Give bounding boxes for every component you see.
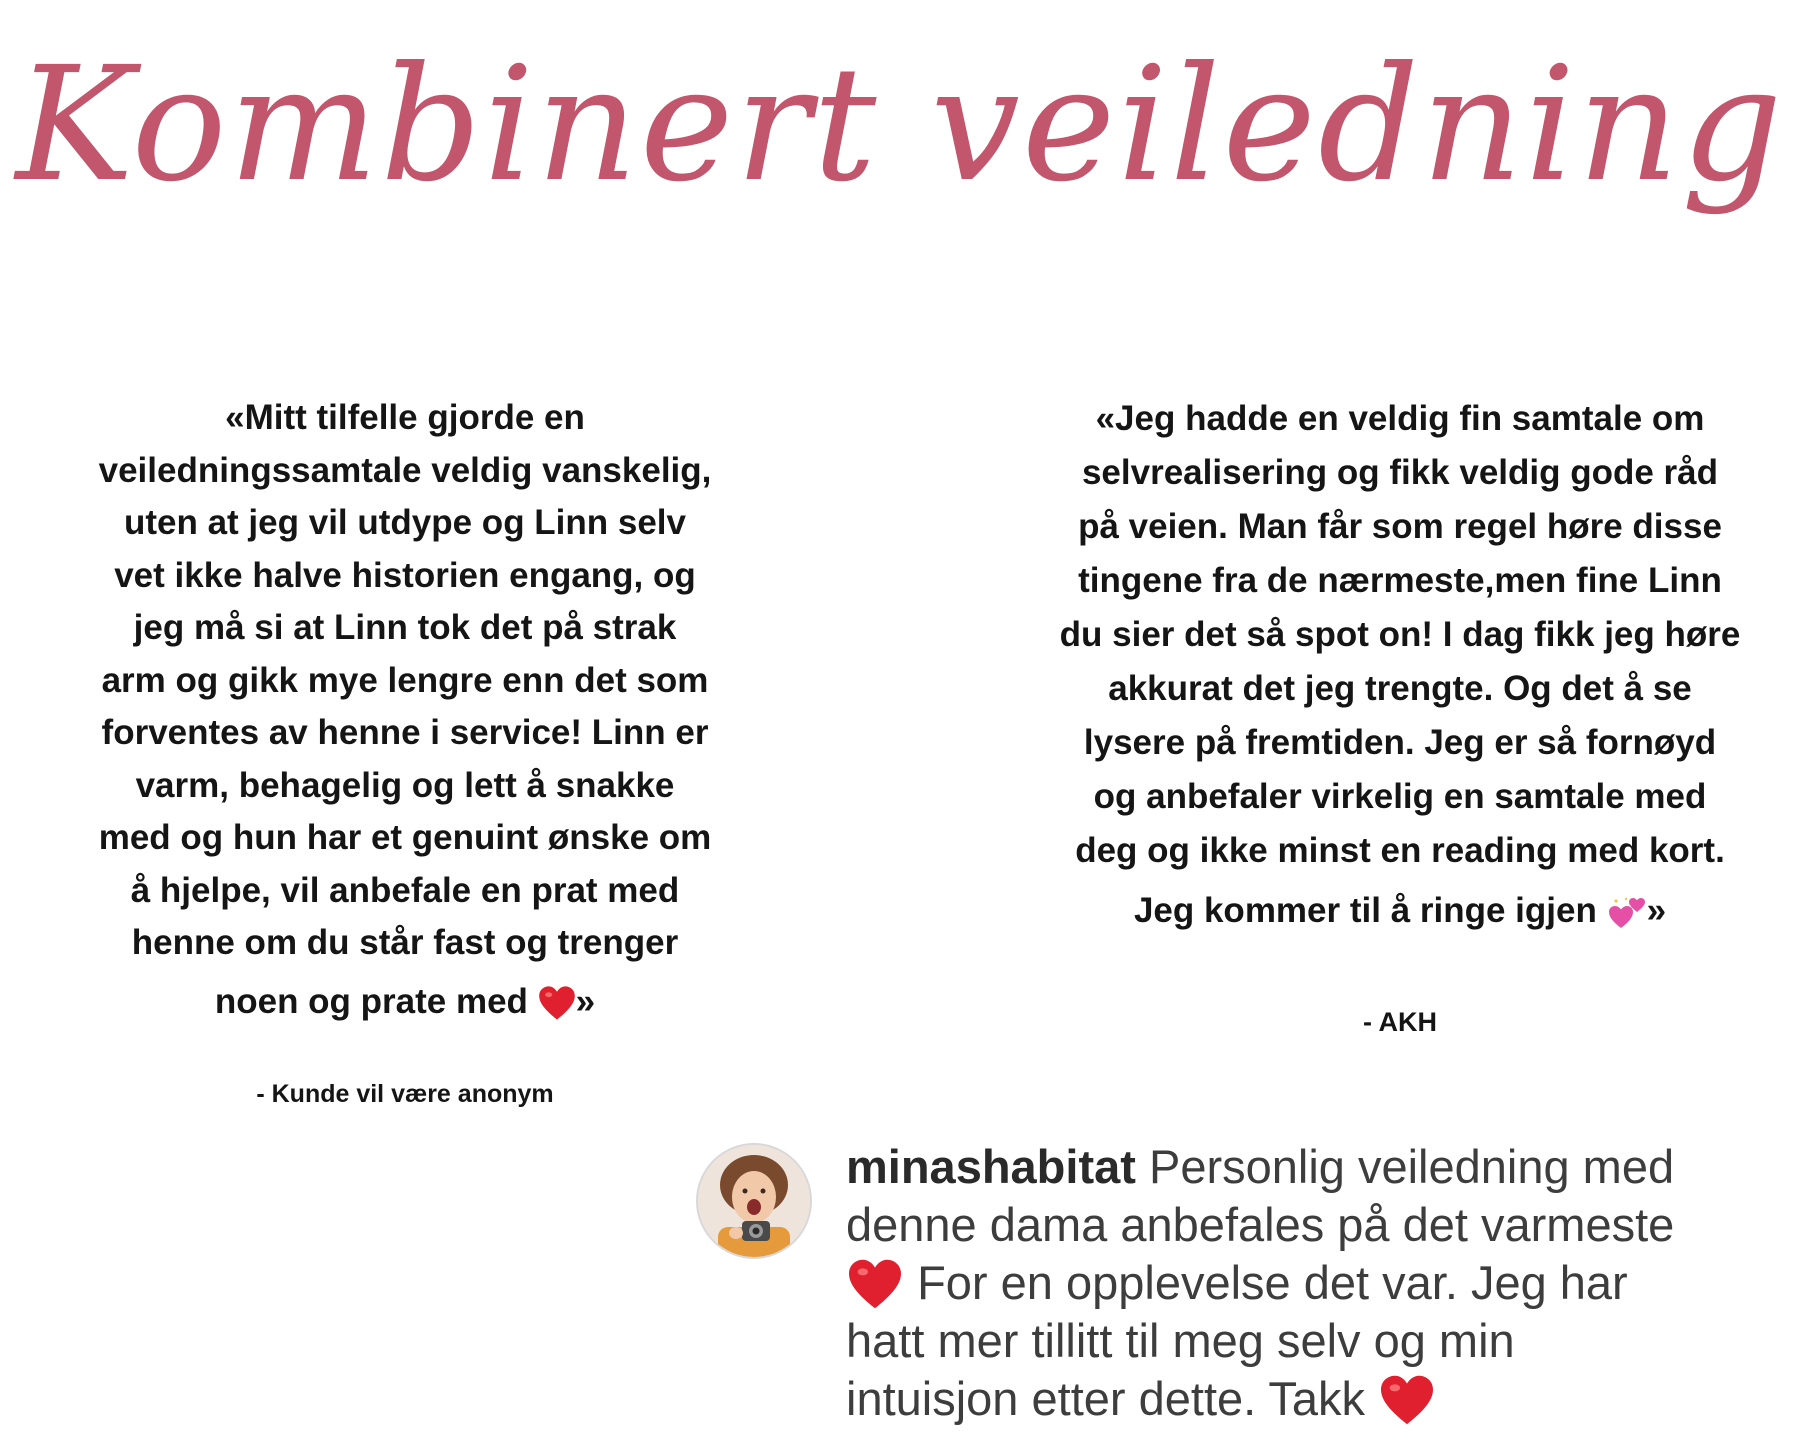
quote-line: «Jeg hadde en veldig fin samtale om — [1095, 399, 1705, 438]
quote-line: noen og prate med — [214, 981, 528, 1021]
quote-line: tingene fra de nærmeste,men fine Linn — [1078, 561, 1722, 600]
red-heart-icon — [1378, 1374, 1436, 1426]
comment-line: hatt mer tillitt til meg selv og min — [846, 1314, 1515, 1367]
comment-line: denne dama anbefales på det varmeste — [846, 1198, 1675, 1251]
comment-text-part: For en opplevelse det var. Jeg har — [917, 1256, 1628, 1309]
two-hearts-icon — [1607, 895, 1647, 931]
quote-line: «Mitt tilfelle gjorde en — [225, 398, 585, 437]
comment-text-part: Personlig veiledning med — [1148, 1140, 1675, 1193]
quote-line: arm og gikk mye lengre enn det som — [101, 660, 709, 700]
testimonial-right — [1010, 392, 1790, 938]
quote-line: uten at jeg vil utdype og Linn selv — [123, 503, 687, 542]
quote-line: varm, behagelig og lett å snakke — [135, 765, 675, 805]
testimonial-right-author: - AKH — [1363, 1007, 1437, 1037]
avatar-photo — [698, 1145, 810, 1257]
instagram-comment — [846, 1138, 1776, 1428]
comment-line — [846, 1138, 1776, 1196]
quote-closing-mark: » — [575, 981, 596, 1021]
comment-line — [846, 1370, 1776, 1428]
quote-line: å hjelpe, vil anbefale en prat med — [130, 870, 680, 910]
red-heart-icon — [846, 1258, 904, 1310]
quote-line: forventes av henne i service! Linn er — [101, 713, 709, 752]
quote-line: henne om du står fast og trenger — [131, 923, 679, 962]
quote-line: med og hun har et genuint ønske om — [98, 818, 712, 857]
comment-text-part: intuisjon etter dette. Takk — [846, 1372, 1366, 1425]
red-heart-icon — [538, 985, 576, 1021]
quote-line: Jeg kommer til å ringe igjen — [1133, 891, 1597, 930]
quote-line: og anbefaler virkelig en samtale med — [1093, 777, 1707, 816]
quote-closing-mark: » — [1646, 891, 1667, 930]
quote-line: akkurat det jeg trengte. Og det å se — [1108, 669, 1692, 708]
quote-last-line — [1010, 884, 1790, 938]
quote-last-line — [60, 976, 750, 1029]
quote-line: du sier det så spot on! I dag fikk jeg høre — [1059, 615, 1741, 654]
quote-line: deg og ikke minst en reading med kort. — [1075, 831, 1725, 870]
quote-line: lysere på fremtiden. Jeg er så fornøyd — [1083, 723, 1717, 762]
comment-username[interactable]: minashabitat — [846, 1140, 1136, 1193]
quote-line: på veien. Man får som regel høre disse — [1078, 507, 1722, 546]
page-title: Kombinert veiledning — [15, 33, 1785, 217]
quote-line: selvrealisering og fikk veldig gode råd — [1081, 453, 1719, 492]
quote-line: vet ikke halve historien engang, og — [114, 555, 696, 595]
quote-line: jeg må si at Linn tok det på strak — [133, 608, 677, 647]
testimonial-left-author: - Kunde vil være anonym — [256, 1080, 554, 1108]
avatar — [696, 1143, 812, 1259]
comment-line — [846, 1254, 1776, 1312]
testimonial-left — [60, 392, 750, 1028]
quote-line: veiledningssamtale veldig vanskelig, — [98, 450, 712, 490]
